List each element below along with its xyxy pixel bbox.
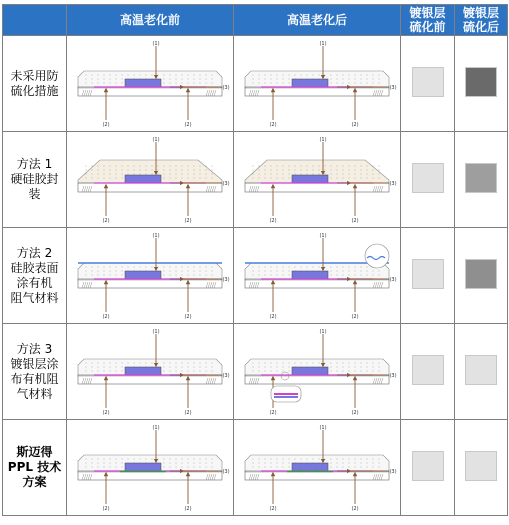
diagram-after-aging	[234, 228, 401, 324]
diagram-callout-label: (1)	[319, 136, 327, 143]
diagram-callout-label: (3)	[222, 468, 230, 475]
diagram-before-aging	[67, 420, 234, 516]
silver-before-swatch	[412, 259, 444, 289]
diagram-callout-label: (2)	[351, 121, 359, 128]
diagram-callout-label: (2)	[351, 505, 359, 512]
diagram-callout-label: (1)	[152, 232, 160, 239]
method-row	[3, 228, 508, 324]
diagram-callout-label: (3)	[389, 84, 397, 91]
diagram-callout-label: (3)	[222, 84, 230, 91]
comparison-table	[2, 4, 508, 516]
diagram-callout-label: (3)	[389, 372, 397, 379]
method-row	[3, 324, 508, 420]
silver-before-swatch	[412, 163, 444, 193]
diagram-before-aging	[67, 36, 234, 132]
package-cross-section-diagram	[237, 136, 397, 224]
silver-after-swatch	[465, 451, 497, 481]
diagram-callout-label: (2)	[184, 217, 192, 224]
swatch-cell-after	[455, 228, 508, 324]
method-label: 未采用防 硫化措施	[3, 36, 67, 132]
method-label: 斯迈得 PPL 技术 方案	[3, 420, 67, 516]
diagram-callout-label: (1)	[152, 136, 160, 143]
header-silver-after-sulfur: 镀银层 硫化后	[455, 5, 508, 36]
package-cross-section-diagram	[70, 40, 230, 128]
method-row	[3, 36, 508, 132]
diagram-callout-label: (2)	[269, 121, 277, 128]
diagram-callout-label: (2)	[269, 313, 277, 320]
diagram-callout-label: (2)	[269, 217, 277, 224]
package-cross-section-diagram	[70, 136, 230, 224]
silver-after-swatch	[465, 259, 497, 289]
header-before-aging: 高温老化前	[67, 5, 234, 36]
silver-after-swatch	[465, 355, 497, 385]
method-label: 方法 3 镀银层涂 布有机阻 气材料	[3, 324, 67, 420]
diagram-callout-label: (2)	[102, 505, 110, 512]
diagram-callout-label: (1)	[319, 40, 327, 47]
diagram-callout-label: (2)	[351, 313, 359, 320]
diagram-callout-label: (3)	[222, 180, 230, 187]
diagram-after-aging	[234, 324, 401, 420]
header-silver-before-sulfur: 镀银层 硫化前	[401, 5, 455, 36]
diagram-callout-label: (2)	[269, 505, 277, 512]
diagram-callout-label: (2)	[351, 217, 359, 224]
silver-before-swatch	[412, 451, 444, 481]
diagram-callout-label: (1)	[152, 40, 160, 47]
method-label: 方法 1 硬硅胶封 装	[3, 132, 67, 228]
package-cross-section-diagram	[70, 328, 230, 416]
diagram-callout-label: (3)	[389, 468, 397, 475]
diagram-callout-label: (3)	[389, 180, 397, 187]
swatch-cell-before	[401, 132, 455, 228]
header-method	[3, 5, 67, 36]
swatch-cell-before	[401, 228, 455, 324]
diagram-callout-label: (2)	[102, 121, 110, 128]
diagram-callout-label: (1)	[152, 424, 160, 431]
diagram-callout-label: (1)	[319, 424, 327, 431]
silver-before-swatch	[412, 355, 444, 385]
diagram-callout-label: (1)	[319, 328, 327, 335]
swatch-cell-after	[455, 36, 508, 132]
diagram-callout-label: (2)	[102, 313, 110, 320]
diagram-callout-label: (2)	[184, 121, 192, 128]
package-cross-section-diagram	[70, 424, 230, 512]
diagram-before-aging	[67, 132, 234, 228]
diagram-callout-label: (2)	[184, 313, 192, 320]
swatch-cell-after	[455, 132, 508, 228]
package-cross-section-diagram	[70, 232, 230, 320]
diagram-callout-label: (3)	[222, 276, 230, 283]
silver-after-swatch	[465, 163, 497, 193]
diagram-callout-label: (2)	[269, 409, 277, 416]
diagram-callout-label: (2)	[102, 409, 110, 416]
swatch-cell-before	[401, 36, 455, 132]
diagram-callout-label: (2)	[351, 409, 359, 416]
method-row	[3, 420, 508, 516]
silver-before-swatch	[412, 67, 444, 97]
method-row	[3, 132, 508, 228]
package-cross-section-diagram	[237, 232, 397, 320]
diagram-before-aging	[67, 228, 234, 324]
diagram-before-aging	[67, 324, 234, 420]
package-cross-section-diagram	[237, 40, 397, 128]
swatch-cell-after	[455, 420, 508, 516]
swatch-cell-before	[401, 420, 455, 516]
package-cross-section-diagram	[237, 328, 397, 416]
swatch-cell-before	[401, 324, 455, 420]
diagram-callout-label: (1)	[152, 328, 160, 335]
silver-after-swatch	[465, 67, 497, 97]
method-label: 方法 2 硅胶表面 涂有机 阻气材料	[3, 228, 67, 324]
swatch-cell-after	[455, 324, 508, 420]
header-after-aging: 高温老化后	[234, 5, 401, 36]
diagram-callout-label: (2)	[184, 409, 192, 416]
diagram-callout-label: (3)	[222, 372, 230, 379]
diagram-after-aging	[234, 36, 401, 132]
diagram-after-aging	[234, 132, 401, 228]
package-cross-section-diagram	[237, 424, 397, 512]
diagram-callout-label: (1)	[319, 232, 327, 239]
header-row	[3, 5, 508, 36]
diagram-callout-label: (2)	[102, 217, 110, 224]
diagram-after-aging	[234, 420, 401, 516]
diagram-callout-label: (2)	[184, 505, 192, 512]
diagram-callout-label: (3)	[389, 276, 397, 283]
